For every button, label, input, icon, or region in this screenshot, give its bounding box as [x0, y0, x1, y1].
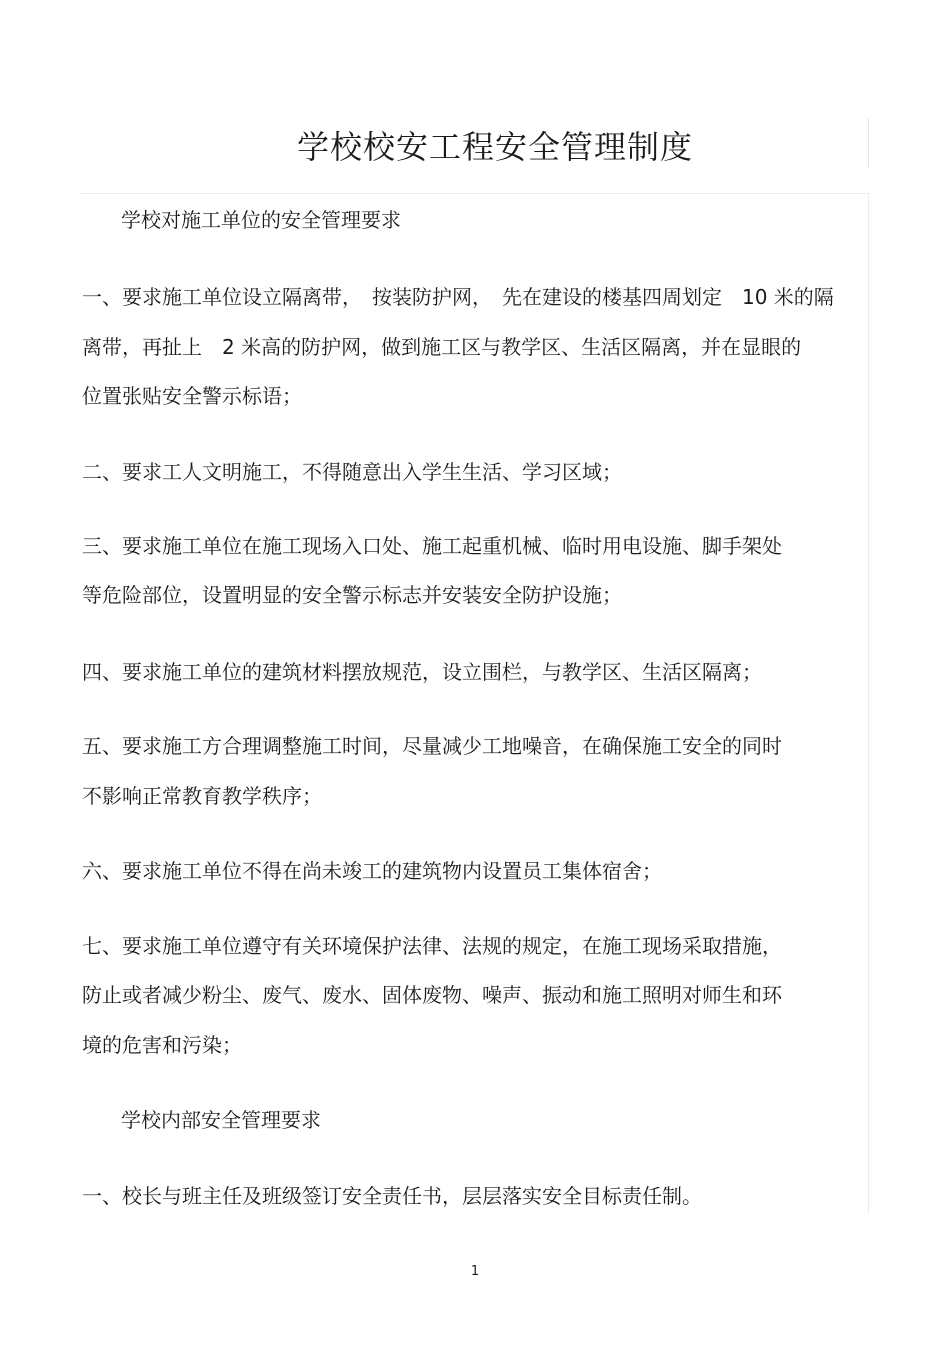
- item-7-line-3: 境的危害和污染；: [82, 1033, 242, 1057]
- item-7-line-1: 七、要求施工单位遵守有关环境保护法律、法规的规定，在施工现场采取措施，: [82, 934, 782, 958]
- item-2-line-1: 二、要求工人文明施工，不得随意出入学生生活、学习区域；: [82, 460, 622, 484]
- item-6-line-1: 六、要求施工单位不得在尚未竣工的建筑物内设置员工集体宿舍；: [82, 859, 662, 883]
- document-title: 学校校安工程安全管理制度: [296, 128, 693, 166]
- item-5-line-2: 不影响正常教育教学秩序；: [82, 784, 322, 808]
- header-rule: [80, 193, 870, 194]
- section-heading-construction: 学校对施工单位的安全管理要求: [121, 208, 401, 232]
- item-1-line-2: 离带，再扯上 2 米高的防护网，做到施工区与教学区、生活区隔离，并在显眼的: [82, 335, 802, 359]
- item-3-line-1: 三、要求施工单位在施工现场入口处、施工起重机械、临时用电设施、脚手架处: [82, 534, 782, 558]
- item-1-line-1: 一、要求施工单位设立隔离带， 按装防护网， 先在建设的楼基四周划定 10 米的隔: [82, 285, 834, 309]
- item-7-line-2: 防止或者减少粉尘、废气、废水、固体废物、噪声、振动和施工照明对师生和环: [82, 983, 782, 1007]
- section-heading-internal: 学校内部安全管理要求: [121, 1108, 321, 1132]
- page-number: 1: [470, 1264, 480, 1279]
- item-3-line-2: 等危险部位，设置明显的安全警示标志并安装安全防护设施；: [82, 583, 622, 607]
- internal-item-1-line-1: 一、校长与班主任及班级签订安全责任书，层层落实安全目标责任制。: [82, 1184, 702, 1208]
- margin-rule: [868, 195, 869, 1213]
- item-4-line-1: 四、要求施工单位的建筑材料摆放规范，设立围栏，与教学区、生活区隔离；: [82, 660, 762, 684]
- item-1-line-3: 位置张贴安全警示标语；: [82, 384, 302, 408]
- item-5-line-1: 五、要求施工方合理调整施工时间，尽量减少工地噪音，在确保施工安全的同时: [82, 734, 782, 758]
